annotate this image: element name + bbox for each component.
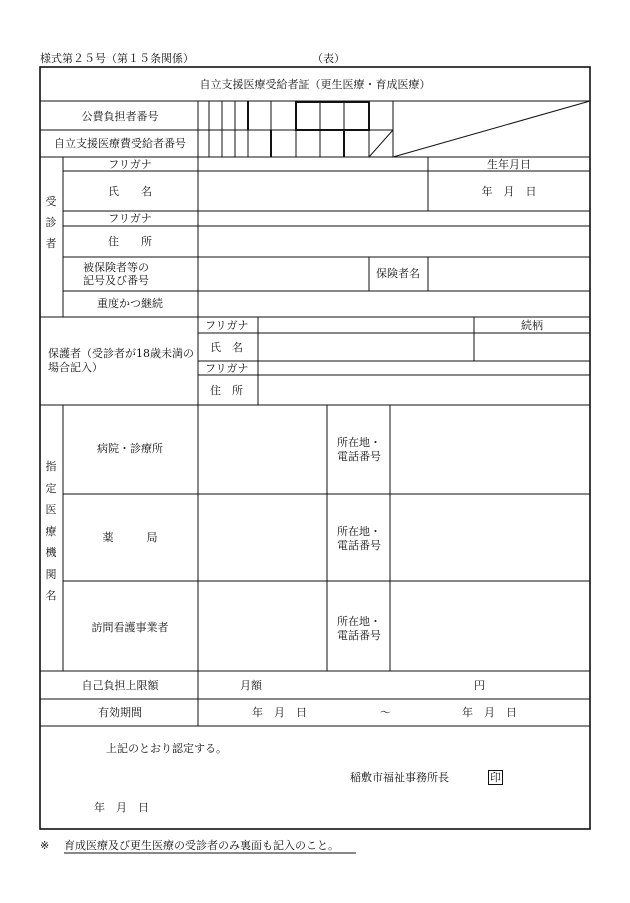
recipient-number-label: 自立支援医療費受給者番号 bbox=[54, 137, 186, 150]
public-burden-label: 公費負担者番号 bbox=[81, 110, 159, 123]
insured-label-1: 被保険者等の bbox=[83, 261, 149, 274]
patient-section-label: 受診者 bbox=[45, 195, 57, 250]
validity-label: 有効期間 bbox=[98, 706, 142, 719]
guardian-section-label-2: 場合記入） bbox=[48, 361, 103, 374]
patient-furigana2-label: フリガナ bbox=[108, 212, 152, 225]
hospital-address-label-1: 所在地・ bbox=[337, 436, 381, 449]
validity-separator: ～ bbox=[380, 706, 391, 719]
patient-furigana-label: フリガナ bbox=[108, 158, 152, 171]
hospital-address-label-2: 電話番号 bbox=[337, 450, 381, 463]
relation-label: 続柄 bbox=[521, 319, 543, 332]
guardian-address-label: 住 所 bbox=[210, 384, 243, 397]
institutions-section-label: 指定医療機関名 bbox=[45, 460, 57, 602]
pharmacy-address-label-1: 所在地・ bbox=[337, 525, 381, 538]
validity-to: 年 月 日 bbox=[462, 706, 517, 719]
hospital-clinic-label: 病院・診療所 bbox=[97, 442, 163, 455]
form-number: 様式第２５号（第１５条関係） bbox=[40, 52, 194, 65]
guardian-section-label-1: 保護者（受診者が18歳未満の bbox=[48, 347, 194, 360]
official-seal: 印 bbox=[490, 771, 501, 784]
form-title: 自立支援医療受給者証（更生医療・育成医療） bbox=[199, 78, 431, 91]
patient-address-label: 住 所 bbox=[108, 235, 152, 248]
copay-limit-label: 自己負担上限額 bbox=[81, 679, 159, 692]
form-side: （表） bbox=[312, 52, 345, 65]
issuer-title: 稲敷市福祉事務所長 bbox=[350, 771, 449, 784]
copay-unit: 円 bbox=[474, 679, 485, 692]
footnote-mark: ※ bbox=[40, 839, 50, 852]
insured-label-2: 記号及び番号 bbox=[83, 274, 149, 287]
footnote-text: 育成医療及び更生医療の受診者のみ裏面も記入のこと。 bbox=[64, 839, 339, 852]
visiting-nursing-label: 訪問看護事業者 bbox=[91, 621, 169, 634]
nursing-address-label-2: 電話番号 bbox=[337, 629, 381, 642]
severe-continuing-label: 重度かつ継続 bbox=[97, 297, 163, 310]
certification-statement: 上記のとおり認定する。 bbox=[106, 742, 227, 755]
validity-from: 年 月 日 bbox=[252, 706, 307, 719]
guardian-name-label: 氏 名 bbox=[210, 341, 243, 354]
copay-monthly-label: 月額 bbox=[240, 679, 262, 692]
pharmacy-address-label-2: 電話番号 bbox=[337, 539, 381, 552]
guardian-furigana2-label: フリガナ bbox=[205, 362, 249, 375]
birth-date-label: 生年月日 bbox=[487, 158, 531, 171]
pharmacy-label: 薬 局 bbox=[102, 531, 158, 544]
certification-date: 年 月 日 bbox=[94, 801, 149, 814]
guardian-furigana-label: フリガナ bbox=[205, 319, 249, 332]
patient-name-label: 氏 名 bbox=[108, 185, 152, 198]
birth-date-value: 年 月 日 bbox=[481, 185, 537, 198]
insurer-label: 保険者名 bbox=[376, 267, 420, 280]
nursing-address-label-1: 所在地・ bbox=[337, 615, 381, 628]
